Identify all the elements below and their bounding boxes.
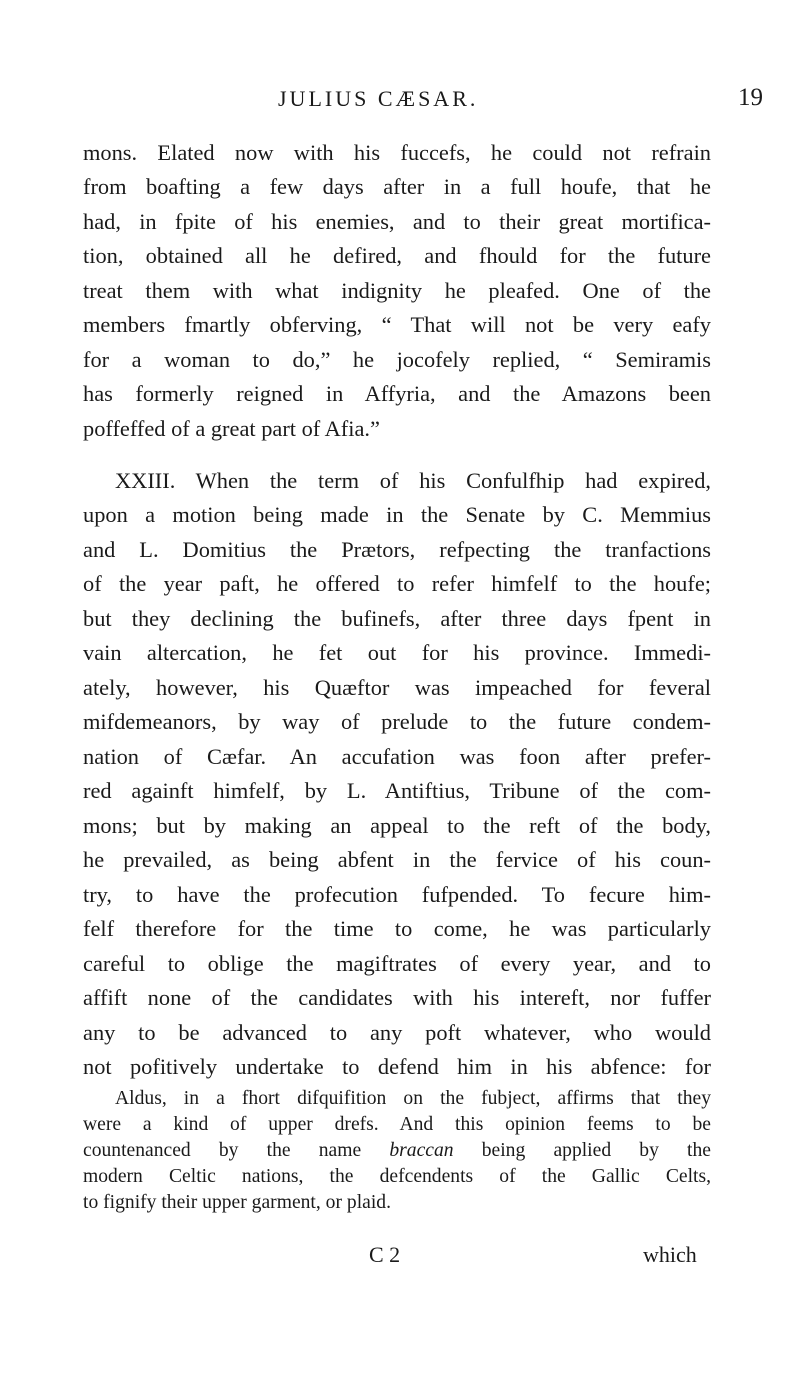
text-line: nation of Cæfar. An accufation was foon after prefer-	[83, 744, 711, 769]
text-line: treat them with what indignity he pleafed. One of the	[83, 278, 711, 303]
text-line: affift none of the candidates with his intereft, nor fuffer	[83, 985, 711, 1010]
text-line: vain altercation, he fet out for his province. Immedi-	[83, 640, 711, 665]
text-line: not pofitively undertake to defend him in his abfence: for	[83, 1054, 711, 1079]
text-line: from boafting a few days after in a full houfe, that he	[83, 174, 711, 199]
running-title: JULIUS CÆSAR.	[278, 86, 479, 111]
italic-word: braccan	[389, 1140, 454, 1161]
text-line: has formerly reigned in Affyria, and the Amazons been	[83, 381, 711, 406]
footnote-line: countenanced by the name braccan being applied by the	[83, 1140, 711, 1161]
signature-mark: C 2	[369, 1242, 401, 1267]
text-line: ately, however, his Quæftor was impeached for feveral	[83, 675, 711, 700]
text-line: but they declining the bufinefs, after three days fpent in	[83, 606, 711, 631]
text-line: mifdemeanors, by way of prelude to the future condem-	[83, 709, 711, 734]
catchword: which	[643, 1242, 697, 1267]
footnote-line: were a kind of upper drefs. And this opinion feems to be	[83, 1114, 711, 1135]
footnote-line: Aldus, in a fhort difquifition on the fubject, affirms that they	[115, 1088, 711, 1109]
paragraph-start-line: XXIII. When the term of his Confulfhip had expired,	[115, 468, 711, 493]
text-line: mons. Elated now with his fuccefs, he could not refrain	[83, 140, 711, 165]
page-number: 19	[738, 84, 763, 111]
text-line: careful to oblige the magiftrates of every year, and to	[83, 951, 711, 976]
text-line: mons; but by making an appeal to the reft of the body,	[83, 813, 711, 838]
text-line: he prevailed, as being abfent in the fervice of his coun-	[83, 847, 711, 872]
text-line: felf therefore for the time to come, he was particularly	[83, 916, 711, 941]
text-line: and L. Domitius the Prætors, refpecting the tranfactions	[83, 537, 711, 562]
text-line: tion, obtained all he defired, and fhould for the future	[83, 243, 711, 268]
text-line: members fmartly obferving, “ That will not be very eafy	[83, 312, 711, 337]
text-line: for a woman to do,” he jocofely replied, “ Semiramis	[83, 347, 711, 372]
text-line: any to be advanced to any poft whatever, who would	[83, 1020, 711, 1045]
text-line: red againft himfelf, by L. Antiftius, Tribune of the com-	[83, 778, 711, 803]
footnote-line: to fignify their upper garment, or plaid.	[83, 1192, 391, 1213]
text-line: poffeffed of a great part of Afia.”	[83, 416, 380, 441]
footnote-line: modern Celtic nations, the defcendents of the Gallic Celts,	[83, 1166, 711, 1187]
text-line: upon a motion being made in the Senate by C. Memmius	[83, 502, 711, 527]
text-line: had, in fpite of his enemies, and to their great mortifica-	[83, 209, 711, 234]
text-line: try, to have the profecution fufpended. To fecure him-	[83, 882, 711, 907]
text-line: of the year paft, he offered to refer himfelf to the houfe;	[83, 571, 711, 596]
